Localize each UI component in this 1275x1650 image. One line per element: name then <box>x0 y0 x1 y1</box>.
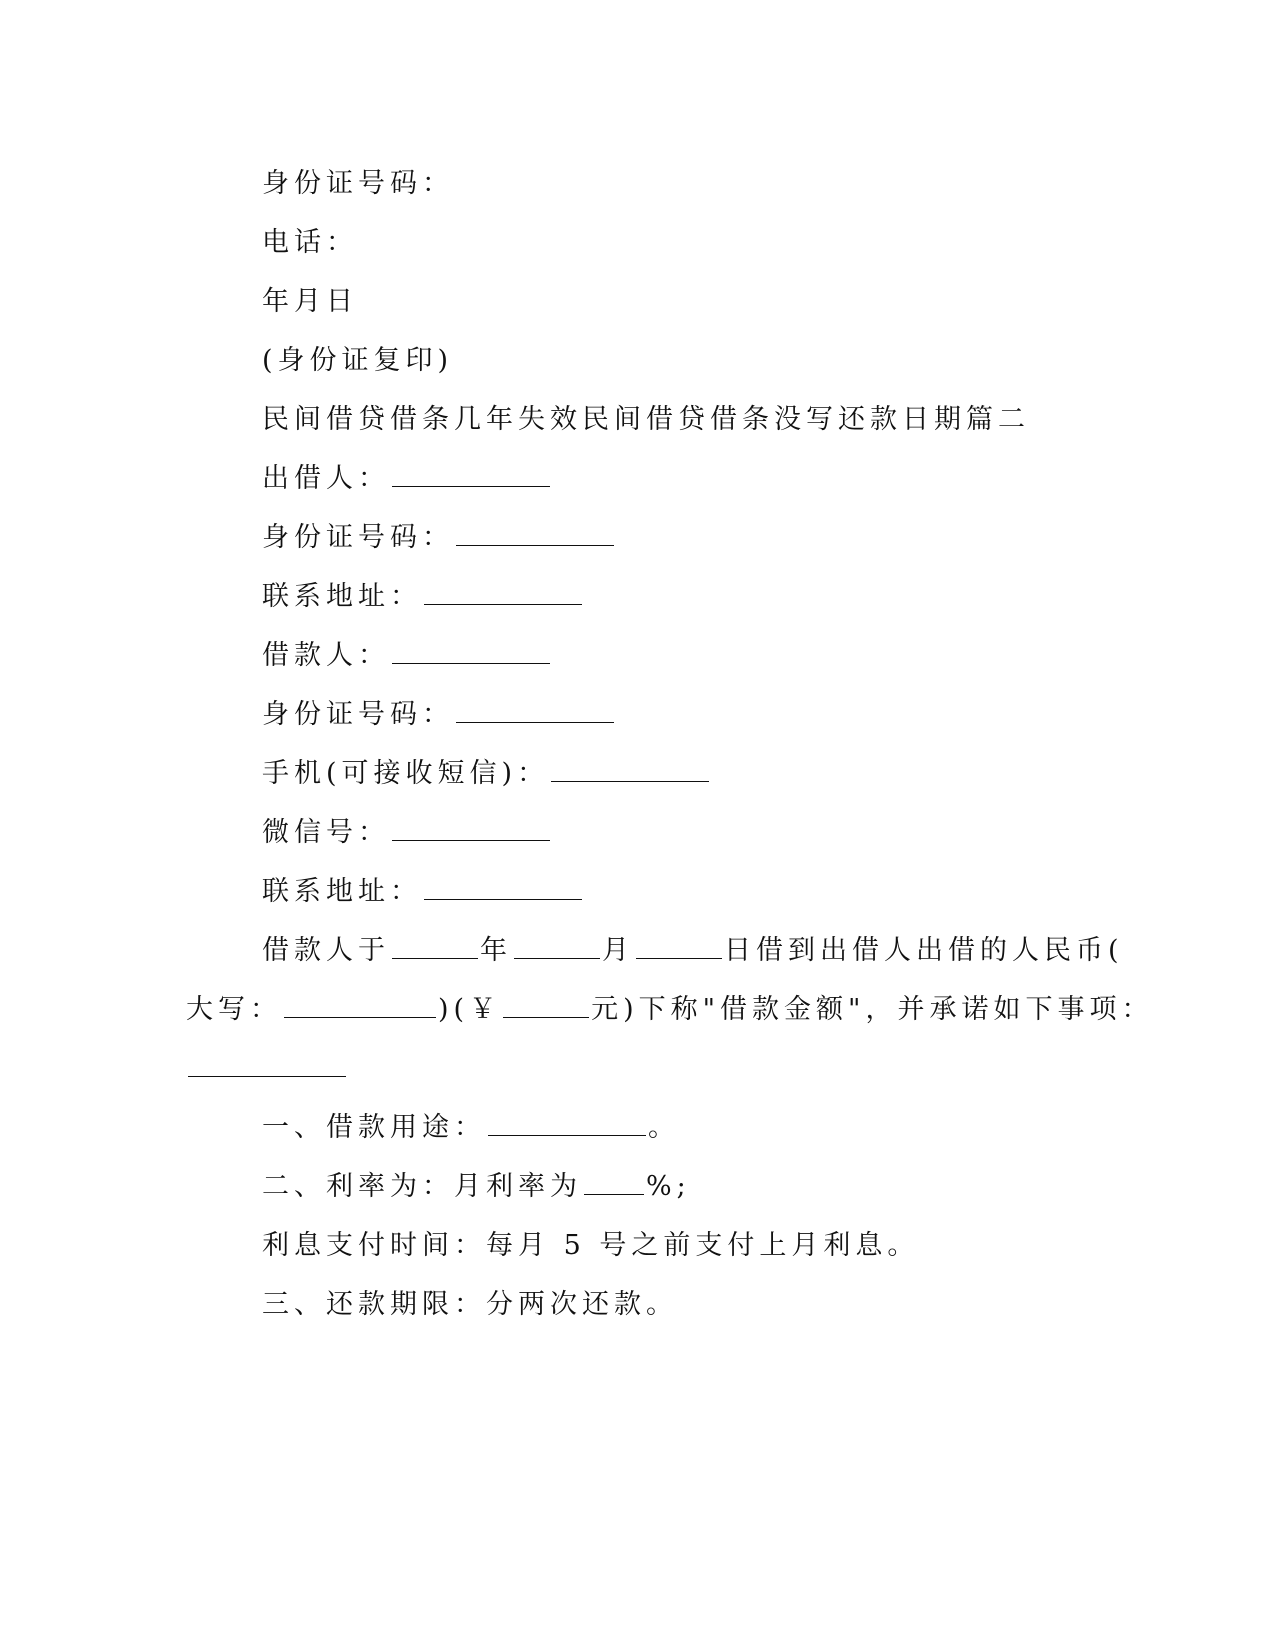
date-label: 年月日 <box>262 286 358 317</box>
id-number-label: 身份证号码： <box>262 168 454 199</box>
borrower-address-label: 联系地址： <box>262 876 422 907</box>
mobile-label: 手机(可接收短信)： <box>262 758 550 789</box>
lender-blank <box>392 462 550 487</box>
commitments-blank-line <box>186 1051 348 1087</box>
repayment-term-text: 三、还款期限：分两次还款。 <box>262 1289 678 1320</box>
loan-purpose-end: 。 <box>648 1112 680 1143</box>
loan-purpose-label: 一、借款用途： <box>262 1112 486 1143</box>
loan-date-text-d: 日借到出借人出借的人民币( <box>724 935 1124 966</box>
borrower-label: 借款人： <box>262 640 390 671</box>
wechat-blank <box>392 816 550 841</box>
loan-date-text-c: 月 <box>602 935 634 966</box>
month-blank <box>514 934 600 959</box>
lender-address-blank <box>424 580 582 605</box>
lender-address-line <box>262 579 584 615</box>
loan-amount-text-b: )(￥ <box>438 994 502 1025</box>
lender-label: 出借人： <box>262 463 390 494</box>
loan-date-text-b: 年 <box>480 935 512 966</box>
wechat-line <box>262 815 552 851</box>
loan-amount-line <box>186 992 1153 1028</box>
lender-address-label: 联系地址： <box>262 581 422 612</box>
loan-date-line <box>262 933 1124 969</box>
interest-rate-label: 二、利率为：月利率为 <box>262 1171 582 1202</box>
date-line <box>262 284 358 320</box>
id-number-line <box>262 166 454 202</box>
wechat-label: 微信号： <box>262 817 390 848</box>
section-heading <box>262 402 1030 438</box>
interest-payment-text: 利息支付时间：每月 5 号之前支付上月利息。 <box>262 1230 920 1261</box>
commitments-blank <box>188 1052 346 1077</box>
borrower-id-line <box>262 697 616 733</box>
interest-rate-blank <box>584 1170 644 1195</box>
phone-line <box>262 225 358 261</box>
loan-date-text-a: 借款人于 <box>262 935 390 966</box>
loan-purpose-blank <box>488 1111 646 1136</box>
amount-number-blank <box>503 993 589 1018</box>
id-copy-label: (身份证复印) <box>262 345 454 376</box>
interest-payment-line <box>262 1228 919 1264</box>
interest-rate-end: %; <box>646 1171 691 1202</box>
loan-purpose-line <box>262 1110 680 1146</box>
mobile-line <box>262 756 711 792</box>
lender-id-blank <box>456 521 614 546</box>
year-blank <box>392 934 478 959</box>
mobile-blank <box>551 757 709 782</box>
amount-uppercase-blank <box>284 993 436 1018</box>
borrower-address-blank <box>424 875 582 900</box>
lender-line <box>262 461 552 497</box>
repayment-term-line <box>262 1287 678 1323</box>
loan-amount-text-c: 元)下称"借款金额"，并承诺如下事项： <box>591 994 1154 1025</box>
lender-id-label: 身份证号码： <box>262 522 454 553</box>
id-copy-line <box>262 343 453 379</box>
day-blank <box>636 934 722 959</box>
lender-id-line <box>262 520 616 556</box>
section-heading-text: 民间借贷借条几年失效民间借贷借条没写还款日期篇二 <box>262 404 1030 435</box>
phone-label: 电话： <box>262 227 358 258</box>
loan-amount-text-a: 大写： <box>186 994 282 1025</box>
borrower-id-label: 身份证号码： <box>262 699 454 730</box>
borrower-address-line <box>262 874 584 910</box>
borrower-blank <box>392 639 550 664</box>
borrower-line <box>262 638 552 674</box>
borrower-id-blank <box>456 698 614 723</box>
interest-rate-line <box>262 1169 691 1205</box>
